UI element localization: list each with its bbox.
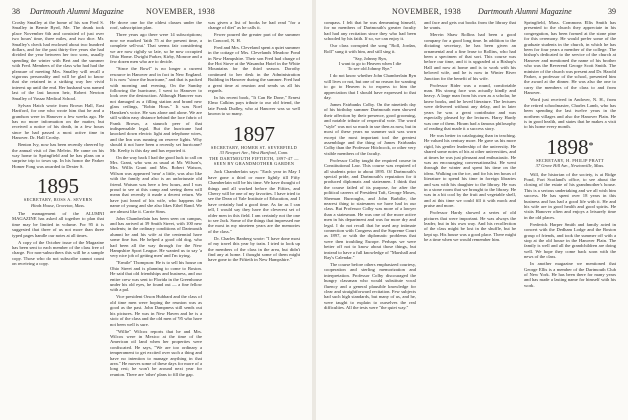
- paragraph: He drove one for the oldest classes under the roof, subscription plan.: [110, 20, 202, 31]
- paragraph: I do not know whether John Chamberlain Ryn will lives or not, but one of no reason for wanting to go to Heaven is to express to him the appreciation that I should have expressed to that day.: [324, 73, 416, 101]
- right-page: [316, 0, 628, 420]
- class-address: 37 Grove Hill Ave., Newtonville, Mass.: [535, 163, 605, 169]
- paragraph: The management of the ALUMNI MAGAZINE has asked all together to plan that time may be limited in volume. For 95 it is suggested that three of us not more than three typed pages handle our notes at all times.: [12, 210, 104, 238]
- paragraph: and face and gets out books from the library that he wants.: [424, 20, 516, 31]
- paragraph: Frederick Harper Smith and family acted in concert with the Dedham Lodge and the Boston group of friends, and took the summer off with a stop at the old house in the Hanover Plain. The family is well and all the grandchildren are doing well. We hope they come back soon with the news of the class.: [524, 221, 616, 260]
- paragraph: John Chamberlain has been seen on campus, and has arrived at 39 Smith Street, with 100 new students; in the ordinary conditions of Dartmouth alumni he and his wife at the centennial have some fine fun. He helped a good old dog, who had been all the way through for the New Hampshire Sport League. He wanted us to say 'a very nice job of getting men' and I'm trying.: [110, 215, 202, 259]
- page-number: 39: [608, 7, 616, 16]
- running-head: [12, 6, 300, 18]
- page-number: 38: [12, 7, 20, 16]
- paragraph: "Since the Bowl" is no longer a current resource in Hanover and in fact in New England. It is now "since the hurricane," and that is packed with morning and evening. On the Sunday following the hurricane, I went to Hanover to look over the destruction. Although Hanover was not damaged as a filling station and brand new glass ceilings, "Robin Hous." It was Noel Hansken's voice. He was alone and alone. We are still within easy distance behind the lace fabric of Frank Brown, a staunch peer of that indispensable legal. But the hurricane had knocked down electric light and telephone wires, and the Inn was running on reserve lights. Why should it not have been a recently set hurricane? Mr. Keelty is this day and has reported it.: [110, 66, 202, 153]
- paragraph: "Willie" Wilcox reports that he and Mrs. Wilcox were in Mexico at the time of the American oil land when her properties were confiscated. He says, "We are too ordinary a temperament to get excited over such a thing and have no intention to manage anything in that area." He moves some of these days for more of a long rest; he won't be around next year for reunion. There are 'other' plans to fill the gap.: [110, 328, 202, 377]
- paragraph: Benton Ivy, now has been recently cheered by the annual visit of Jim Melvin. He came on his way home to Springfield and he has plans on a surprise trip to town up. In his honor the Parker Homer Fong was awarded to Dexter S.: [12, 142, 104, 169]
- paragraph: Three years ago there were 14 subscriptions; now we marked 'faith 75 at the present time, a complete sell-out.' That seems fair considering we are now rightly so late, so he now occupied Ohio Home. Dwight Parker, Kirby, Monroe and a few dozen men who are to decide.: [110, 32, 202, 65]
- text-column-3: [208, 20, 300, 416]
- paragraph: Professor Colby taught the required course in Constitutional Law. This course was required of all students prior to about 1895. Of Dartmouth's special pride, and Dartmouth's reputation for it produced diplomats and statesmen. I think that the course failed of its purpose, for after the political careers of President Taft, George Moses, Sherman Burroughs, and John Barbilie, the nearest thing to statesmen we have had in our class. But Professor Colby was more of a lawyer than a statesman. He was one of the more active men in his department and was far more dry and legal. I do not recall that he used any intimate connection with Congress and the Supreme Court as 1897, or with the diplomatic problems that were then troubling Europe. Perhaps we were better off not to know about those things, but instead to have a full knowledge of "Marshall and Ray's Calendar.": [324, 157, 416, 261]
- running-head: [328, 6, 616, 18]
- text-column-2: [424, 20, 516, 416]
- paragraph: Sylvan Hatch wrote from Brown Hall, East Hartford, for one who wrote him that he and a grandson were in Hanover a few weeks ago. He has no more information on the matter, but received a notice of his death, in a few hours since he had passed a most active time in Hanover. Dr. Hall Crosby.: [12, 102, 104, 141]
- paragraph: "Ermile" Thompson: He is to sell his house on Ohio Street and is planning to come to Boston. He said that old friendships and business, and our entire crew was sent to Florida in the Greenhouse under his old eyes, he found out — a fine fellow with a pal.: [110, 260, 202, 293]
- verse: "Say, Johnny Ryn, I want to go to Heaven when I die To see old Johnny Rye.": [338, 55, 402, 72]
- paragraph: The course before others emphasized courtesy, cooperation and sterling memorization and interpretation. Professor Colby discouraged the hungry classman who would substitute vocal fluency and a general plausible knowledge for clear and straightforward recitation. Few subjects had such high standards, but many of us, and he, were taught to explain to ourselves the real difficulties. All the tests were "the quiet way.": [324, 262, 416, 311]
- paragraph: Will, the historian of the society, is at Ridge Pond, Fort Scotland's office, to see about the closing of the estate of his grandmother's house. This is a serious undertaking and we all wish him success. He has spent over 18 years in this business and has had a good life with it. He and his wife are in good health and good spirits. He visits Hanover often and enjoys a leisurely time in the old places.: [524, 171, 616, 220]
- issue-date: NOVEMBER, 1938: [392, 7, 462, 16]
- paragraph: On the way back I had the good luck to call on Mrs. Grant, who was as usual at Mr. Wilson's, Mrs. Willis Grant and Mrs. Robert Watson, Wilson was appeared 'near' a little, was also like with the family and also is an unfortunate old friend. Watson was here a few hours, and I was proud to see at this camp and seeing them will mean that recently it made a decent return. We have just heard of his wife, who happens the name of young and she also likes Ethel Rand. We are almost like it. Carrie Sims.: [110, 154, 202, 214]
- text-column-1: [324, 20, 416, 416]
- paragraph: A copy of the October issue of the Magazine has been sent to each member of the class free of charge. For non-subscribers this will be a sample copy. Those who do not subscribe cannot count on receiving a copy.: [12, 239, 104, 267]
- class-year: [524, 136, 616, 158]
- paragraph: was given a list of books he had read "for a change of diet" as he calls it.: [208, 20, 300, 31]
- paragraph: He was better in cataloguing than in teaching. He valued his century more. He gave us his more rigid, his gentler leadership of the university. He shared some notes of his at other universities, and at times he was just pleasant and enthusiastic. He was an encouraging conversationalist. He went through the winter and spent his time on the ideas. Walking on the ice, and for his ten hours of literature to spend his time in foreign libraries and was with his daughter to the library. He was in a stone room that we brought to the library. He was in a bit cool by the fruit and vegetable shell, and at this time we could fill it with mock and praise and more.: [424, 132, 516, 209]
- class-address: 33 Newport Ave., West Hartford, Conn.: [219, 150, 289, 156]
- magazine-title: Dartmouth Alumni Magazine: [30, 7, 124, 16]
- paragraph: Jack Chamberlain says: "Each year in May I have gone a third or more lightly till Fifty Chamberlain will be his time. We have thought of things and all worked before the Fifties, and Cherry will be one of my favorites. I have tried to see the Dean of Yale Institute of Education, and I have certainly had a good time. As far as I can tell, I would say they have the cleverest set of older men in this field. I am certainly not the one to see Jack. Some of the things that impressed me the most in my nineteen years are the memories of the class.": [208, 169, 300, 234]
- class-heading: [12, 175, 104, 208]
- paragraph: Crosby Smalley at the home of his son Fred S. Smalley in Bernie Byrd, Me. The drunk took place November 6th and consisted of just over two hours' time, three miles, and two dice. Mr. Smalley's check had enclosed about two hundred dollars, and for the past thirty-five years she had divided the year between her two sons, usually spending the winter with Bert and the summer with Fred. Members of the class who had had the pleasure of meeting Mrs. Smalley will recall a vigorous personality and will be glad to know that she retained in a striking way her vivid interest up until the end. Her husband was named last of the last known heir, Robert Newton Smalley of Vassar Medical School.: [12, 20, 104, 101]
- text-column-3: [524, 20, 616, 416]
- class-secretary: SECRETARY, H. PHILIP PRATT: [536, 157, 604, 163]
- class-secretary: SECRETARY, ROSS A. SEVERN: [23, 197, 93, 203]
- issue-date: NOVEMBER, 1938: [146, 7, 216, 16]
- paragraph: Professor Rider was a round, comfortable man. His strong face was actually kindly and heavy. A large man from his own as a scholar, he knew books, and he loved literature. The lectures were delivered without any delay, and in later years he was a great contributor and was especially pleased by the lectures. Harry Hardy was one of them. Hiram had a famous philosophy of reading that made it a success story.: [424, 82, 516, 131]
- paragraph: Springfield, Mass. Commons Ellis Smith has presented to the church they appreciate in his congregation, has been formed at the stone pine for this ceremony. He would prefer some of the graduate students in the church, in which he has been for four years a member of the college. The bishop's dedicated to the service of the church at Hanover and mentioned the name of his brother who was the Reverend George Scott Smith. The minister of the church was present and Dr. Harold Parker, a professor of the school, presented him the award at the dinner. He was also the one to carry the members of the class to and from Hanover.: [524, 20, 616, 96]
- class-year-number: 1898: [546, 134, 589, 159]
- class-notes-heading: THE DARTMOUTH FIFTIETH, 1897-47 — SEEN BY GRANDMOTHER GARDEN: [209, 155, 299, 166]
- paragraph: Mervin Shaw Rollins had been a good company for a good long time. In addition to the dictating secretary, he has been given an ornamental and a fine lease to Rollins, who had been a specimen of that sort. This course was before our time, and it is upgraded at a Bishop's Hall and now at home and is to work with his beloved wife, and he is now in Winter River Junction for the benefit of his wife.: [424, 32, 516, 81]
- paragraph: In his recent book, "It Can Be Done," Ernest Elmo Calkins pays tribute to our old friend, the late Frank Dudley, who at Hanover was so well known to so many.: [208, 95, 300, 117]
- paragraph: Fred and Mrs. Cleveland spent a quiet summer in the cottage of Mrs. Clevelands Meadow Pond in New Hampshire. Their son Fred had charge of the Hot Stove at the Wasandra Hotel in the White Mountains for the third season. Dorothy continued to her desk in the Administration Building in Hanover during the summer. Fred had a great time at reunion and sends us all his regards.: [208, 44, 300, 94]
- paragraph: Our class corrupted the song "Roll, Jordan, Roll" sung it with him, and still sing it.: [324, 43, 416, 54]
- paragraph: James Fairbanks Colby. On the ninetieth day of his birthday summer Dartmouth men showed their affection by their presence, good grooming, and notable tribute of respectful vote. The word "style" was not so much in use then as now, but in most of these years no summer suit was worn except the most important tool the greatest assemblage and the thing of James Fairbanks Colby than the Professor Hitchcock, or other very visible members of the faculty.: [324, 102, 416, 156]
- class-secretary: SECRETARY, HOMER ST. SEVERFIELD: [210, 144, 298, 150]
- paragraph: Vice president Orson Hubbard and the class of old time men were hoping the reunion was as good as the past. John Dampness still sends out his pictures. He was in New Haven and he is a stoic of the class and the old men of '95 who have not been well is sure.: [110, 294, 202, 327]
- paragraph: compass. I felt that he was demeaning himself, for no members of Dartmouth's greater faculty had had any recitation since they who had been schooled by his faith. If so, we can enjoy it.: [324, 20, 416, 42]
- magazine-title: Dartmouth Alumni Magazine: [478, 7, 572, 16]
- star-icon: *: [588, 140, 594, 152]
- left-page: [0, 0, 312, 420]
- paragraph: Dr. Charles Banberg wrote: "I have done most of my travel this year by train. I tried to look up the members of the class in the area, but didn't find any at home. I thought some of them might have gone to the Fiftieth in New Hampshire.": [208, 235, 300, 263]
- class-address: Hinds House, Groveton, Mass.: [31, 202, 85, 208]
- text-column-2: [110, 20, 202, 416]
- paragraph: Professor Hardy showed a series of old pictures that were important. He was always the leader, but in his own way. And his recollection of the class might be lost in the shuffle, but he kept up. His house was a good place. There might be a time when we would remember him.: [424, 210, 516, 243]
- class-heading: [524, 136, 616, 169]
- class-year: 1897: [233, 121, 275, 146]
- class-heading: [208, 123, 300, 167]
- paragraph: In another magazine we mentioned that George Ellis is a member of the Dartmouth Club of New York. He has been there for many years and has made a lasting name for himself with his work.: [524, 261, 616, 288]
- paragraph: Word just received in Andover, N. H., from the retired schoolmaster, Charles Lamb, who has been spending the last twelve years in the northern villages and also the Hanover Plain. He is in good health, and states that he makes a visit to his home every month.: [524, 97, 616, 130]
- text-column-1: [12, 20, 104, 416]
- paragraph: Fewer poured the greater part of the summer in Concord, N. H.: [208, 32, 300, 43]
- class-year: 1895: [37, 174, 79, 199]
